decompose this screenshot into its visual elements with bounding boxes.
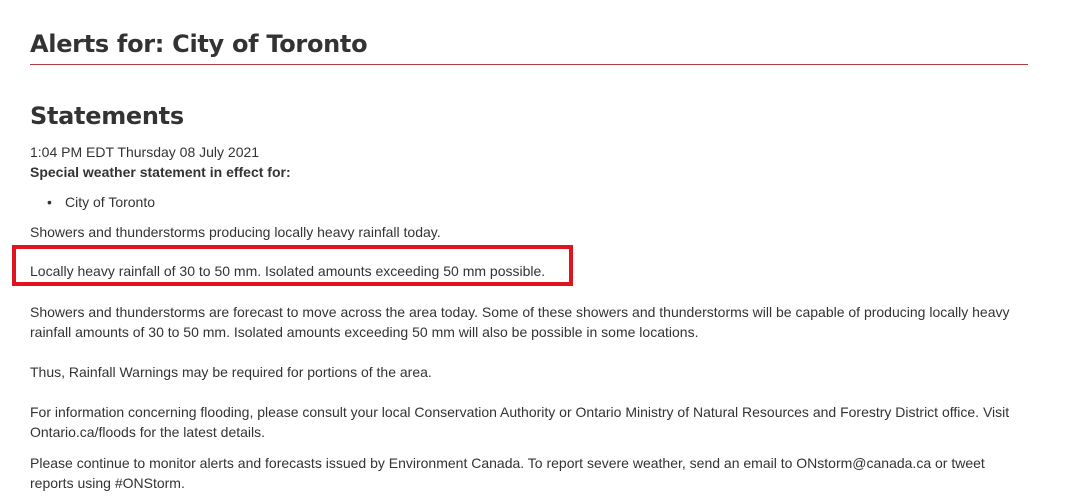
statement-highlighted-paragraph: Locally heavy rainfall of 30 to 50 mm. Isolated amounts exceeding 50 mm possible. bbox=[30, 263, 546, 279]
statement-report-paragraph: Please continue to monitor alerts and forecasts issued by Environment Canada. To report severe weather, send an email to ONstorm@canada.ca or tweet reports using #ONStorm. bbox=[30, 455, 985, 491]
region-list bbox=[47, 192, 155, 212]
page-title: Alerts for: City of Toronto bbox=[30, 30, 368, 58]
region-item: • City of Toronto bbox=[47, 192, 155, 212]
issued-timestamp: 1:04 PM EDT Thursday 08 July 2021 bbox=[30, 144, 260, 160]
statement-details-paragraph: Showers and thunderstorms are forecast to move across the area today. Some of these showers and thunderstorms will be capable of producing locally heavy rainfall amounts of 30 to 50 mm. Isolated amounts exceeding 50 mm will also be possible in some locations. bbox=[30, 304, 1010, 340]
statement-summary: Showers and thunderstorms producing locally heavy rainfall today. bbox=[30, 224, 441, 240]
statements-heading: Statements bbox=[30, 102, 184, 130]
in-effect-label: Special weather statement in effect for: bbox=[30, 164, 291, 180]
statement-flooding-paragraph: For information concerning flooding, please consult your local Conservation Authority or Ontario Ministry of Natural Resources and Forestry District office. Visit Ontario.ca/floods for the latest details. bbox=[30, 404, 1010, 440]
statement-warning-paragraph: Thus, Rainfall Warnings may be required for portions of the area. bbox=[30, 364, 432, 380]
heading-divider bbox=[30, 64, 1028, 65]
